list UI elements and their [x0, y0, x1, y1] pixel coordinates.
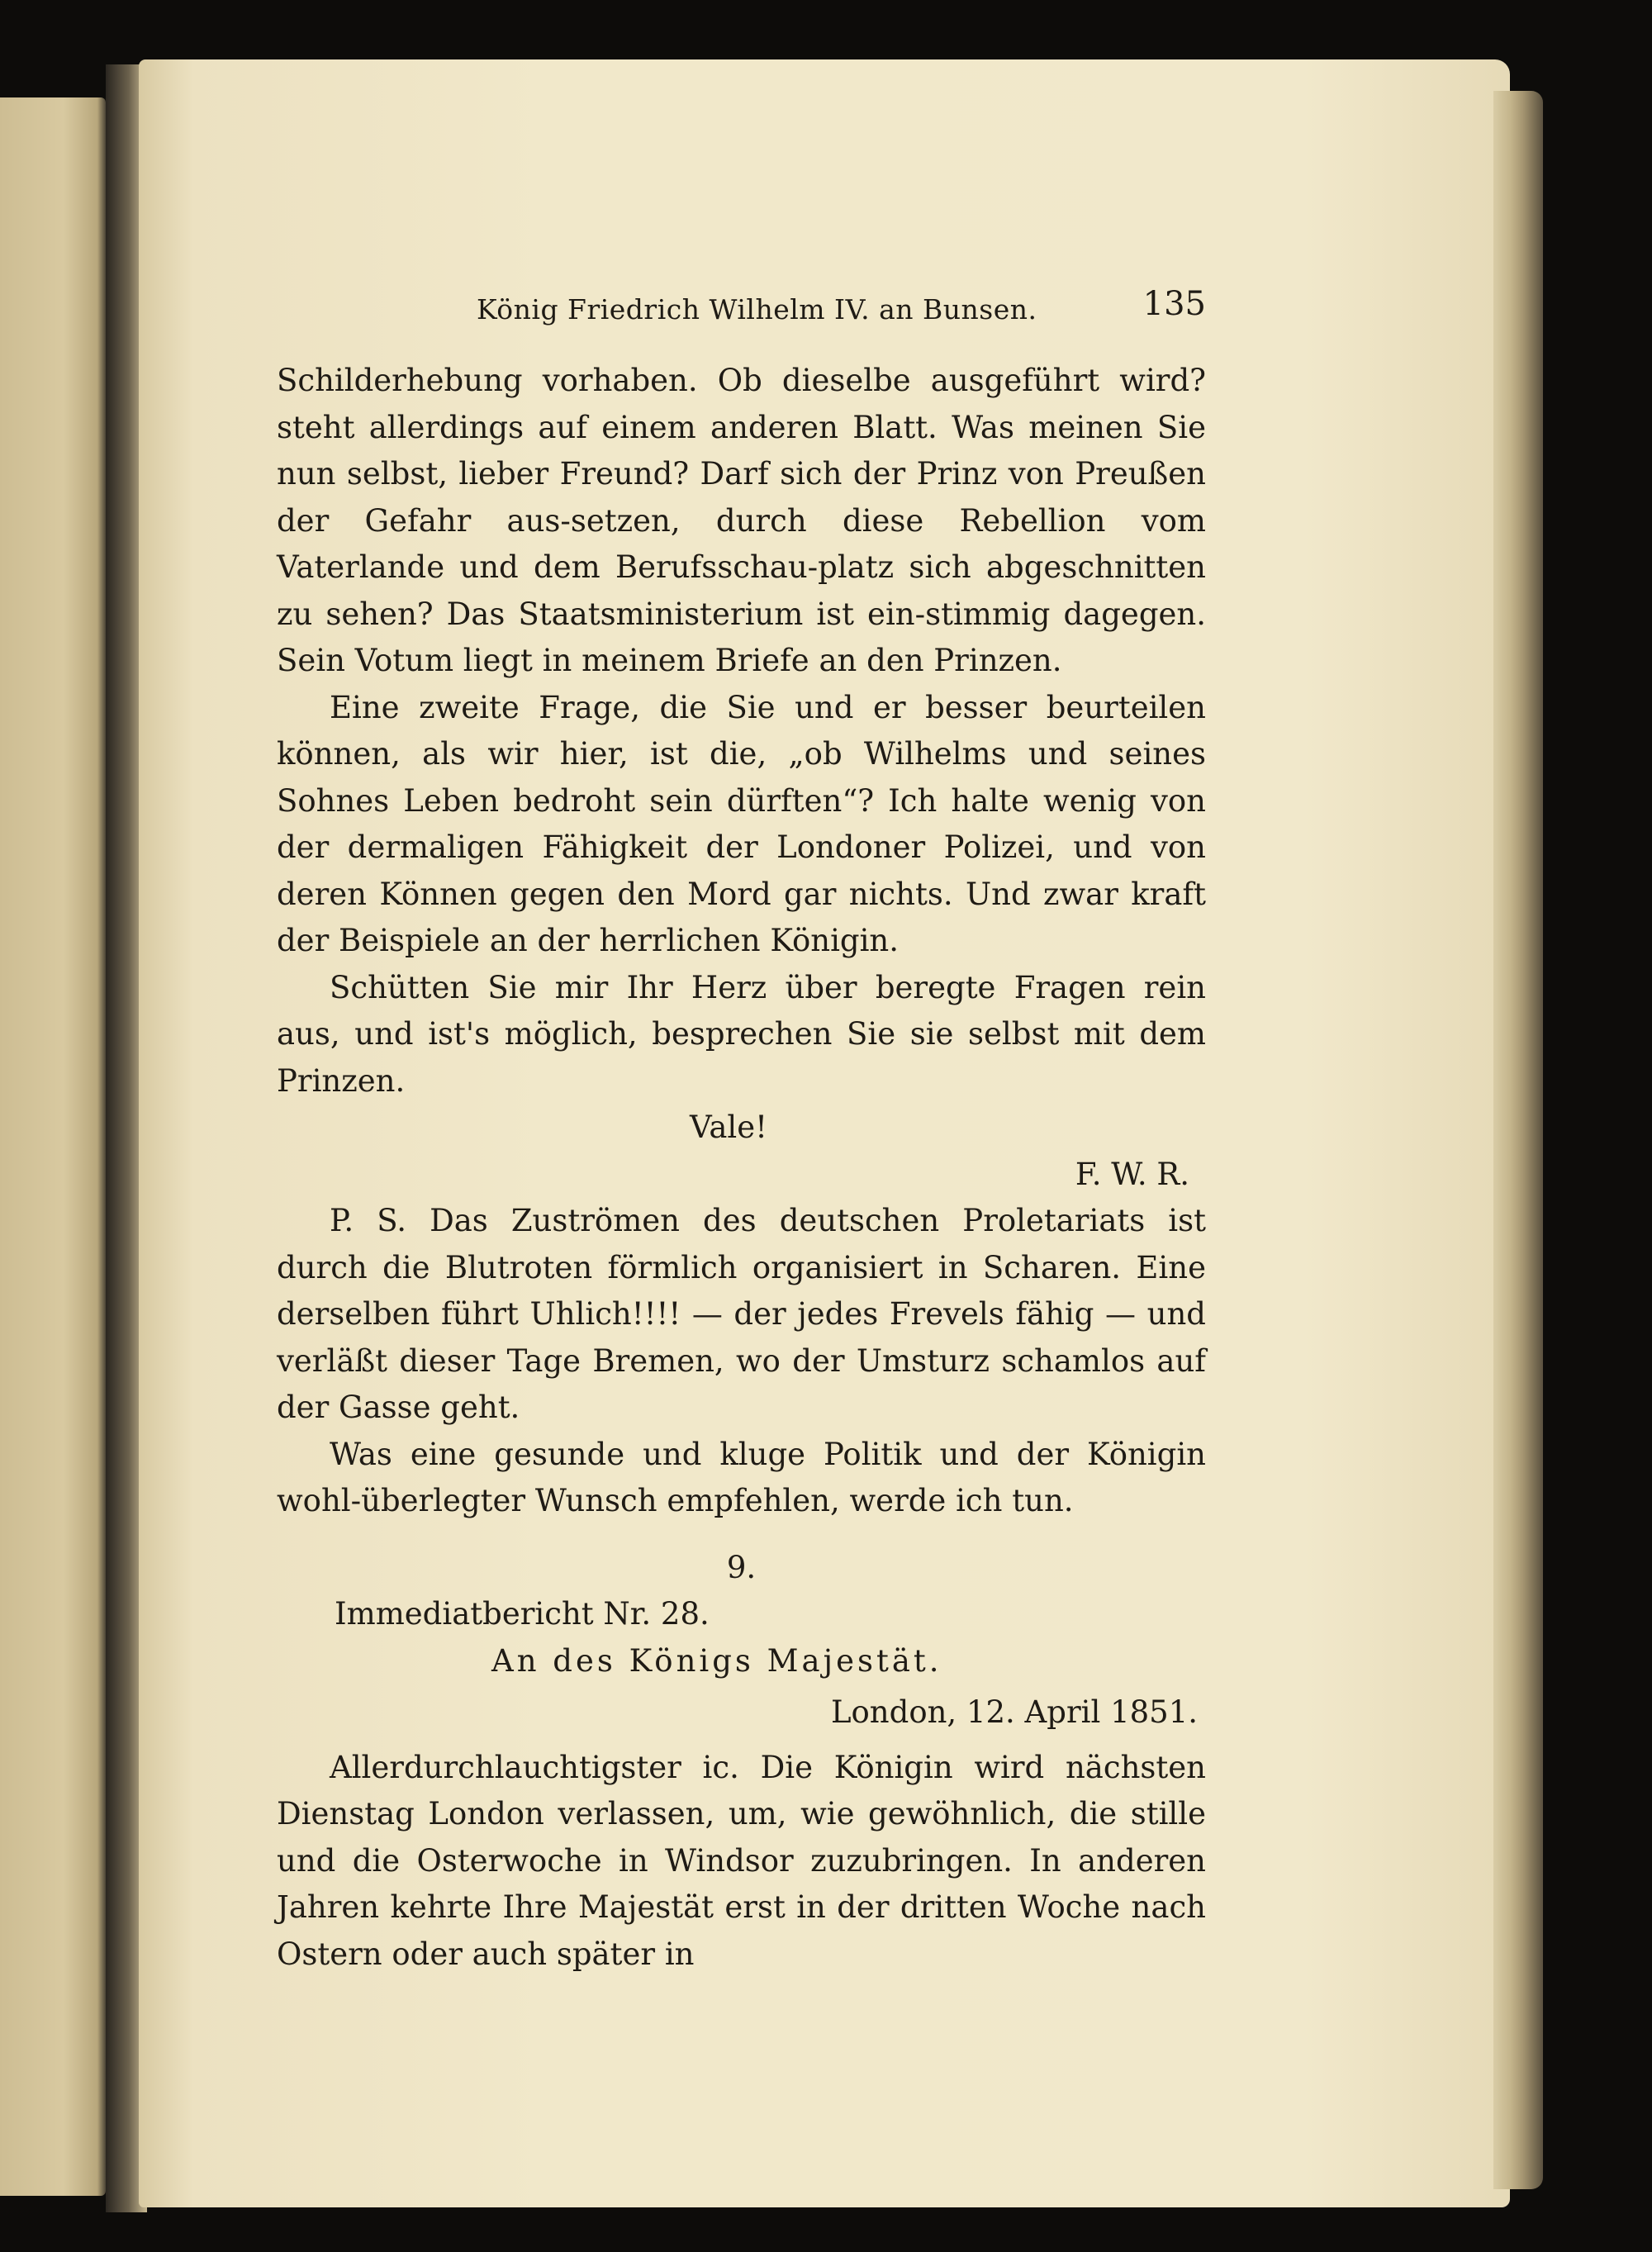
- page-stack-edge: [1493, 91, 1543, 2189]
- postscript-2: Was eine gesunde und kluge Politik und der Königin wohl-überlegter Wunsch empfehlen, werde ich tun.: [277, 1436, 1206, 1518]
- page-number: 135: [1142, 285, 1206, 323]
- report-number: Immediatbericht Nr. 28.: [335, 1596, 710, 1632]
- left-page-edge: [0, 97, 106, 2196]
- dateline: London, 12. April 1851.: [830, 1694, 1198, 1730]
- section-number: 9.: [726, 1549, 757, 1585]
- letter-body: Allerdurchlauchtigster ic. Die Königin wird nächsten Dienstag London verlassen, um, wie gewöhnlich, die stille und die Osterwoche in Windsor zuzubringen. In anderen Jahren kehrte Ihre Majestät erst in der dritten Woche nach Ostern oder auch später in: [277, 1749, 1206, 1972]
- closing-vale: Vale!: [690, 1109, 767, 1145]
- paragraph-2: Eine zweite Frage, die Sie und er besser beurteilen können, als wir hier, ist die, „ob Wilhelms und seines Sohnes Leben bedroht sein dürften“? Ich halte wenig von der dermaligen Fähigkeit der Londoner Polizei, und von deren Können gegen den Mord gar nichts. Und zwar kraft der Beispiele an der herrlichen Königin.: [277, 689, 1206, 958]
- page-text: [277, 285, 1206, 1978]
- signature: F. W. R.: [1075, 1156, 1189, 1192]
- addressee-line: An des Königs Majestät.: [491, 1642, 942, 1679]
- postscript-1: P. S. Das Zuströmen des deutschen Proletariats ist durch die Blutroten förmlich organisiert in Scharen. Eine derselben führt Uhlich!!!! — der jedes Frevels fähig — und verläßt dieser Tage Bremen, wo der Umsturz schamlos auf der Gasse geht.: [277, 1203, 1206, 1425]
- paragraph-1: Schilderhebung vorhaben. Ob dieselbe ausgeführt wird? steht allerdings auf einem anderen Blatt. Was meinen Sie nun selbst, lieber Freund? Darf sich der Prinz von Preußen der Gefahr aus-setzen, durch diese Rebellion vom Vaterlande und dem Berufsschau-platz sich abgeschnitten zu sehen? Das Staatsministerium ist ein-stimmig dagegen. Sein Votum liegt in meinem Briefe an den Prinzen.: [277, 363, 1206, 678]
- running-head: [277, 285, 1206, 335]
- paragraph-3: Schütten Sie mir Ihr Herz über beregte Fragen rein aus, und ist's möglich, besprechen Sie sie selbst mit dem Prinzen.: [277, 969, 1206, 1099]
- running-head-title: König Friedrich Wilhelm IV. an Bunsen.: [477, 293, 1037, 325]
